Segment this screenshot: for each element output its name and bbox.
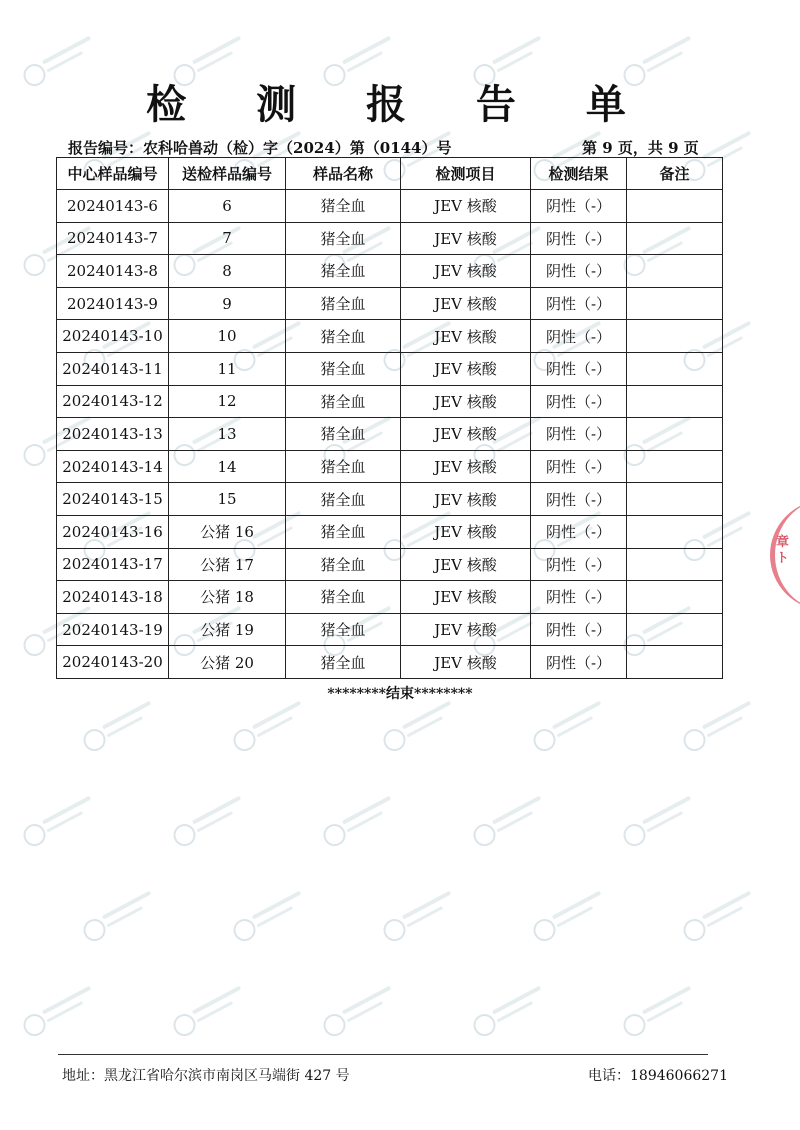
footer-address: 地址：黑龙江省哈尔滨市南岗区马端街 427 号 xyxy=(62,1068,350,1084)
cell-test-result: 阴性（-） xyxy=(531,646,627,679)
cell-center-id: 20240143-12 xyxy=(57,385,169,418)
cell-note xyxy=(627,418,723,451)
cell-sample-name: 猪全血 xyxy=(286,450,401,483)
cell-sample-id: 11 xyxy=(169,352,286,385)
cell-sample-id: 公猪 19 xyxy=(169,613,286,646)
institute-logo-icon xyxy=(16,971,114,1049)
cell-note xyxy=(627,255,723,288)
cell-test-result: 阴性（-） xyxy=(531,190,627,223)
cell-test-item: JEV 核酸 xyxy=(401,548,531,581)
cell-center-id: 20240143-8 xyxy=(57,255,169,288)
table-row xyxy=(57,515,723,548)
cell-sample-id: 公猪 17 xyxy=(169,548,286,581)
cell-sample-name: 猪全血 xyxy=(286,548,401,581)
institute-logo-icon xyxy=(226,876,324,954)
institute-logo-icon xyxy=(616,971,714,1049)
cell-test-result: 阴性（-） xyxy=(531,385,627,418)
cell-center-id: 20240143-15 xyxy=(57,483,169,516)
institute-logo-icon xyxy=(616,781,714,859)
cell-note xyxy=(627,385,723,418)
institute-logo-icon xyxy=(376,876,474,954)
cell-test-item: JEV 核酸 xyxy=(401,581,531,614)
cell-sample-name: 猪全血 xyxy=(286,613,401,646)
cell-test-item: JEV 核酸 xyxy=(401,385,531,418)
table-row xyxy=(57,320,723,353)
cell-test-result: 阴性（-） xyxy=(531,450,627,483)
cell-center-id: 20240143-14 xyxy=(57,450,169,483)
cell-note xyxy=(627,483,723,516)
table-row xyxy=(57,190,723,223)
header-test-result: 检测结果 xyxy=(531,158,627,190)
cell-sample-name: 猪全血 xyxy=(286,646,401,679)
institute-logo-icon xyxy=(76,876,174,954)
cell-test-item: JEV 核酸 xyxy=(401,515,531,548)
cell-test-item: JEV 核酸 xyxy=(401,352,531,385)
cell-sample-name: 猪全血 xyxy=(286,255,401,288)
cell-note xyxy=(627,287,723,320)
header-center-id: 中心样品编号 xyxy=(57,158,169,190)
cell-sample-id: 10 xyxy=(169,320,286,353)
cell-test-item: JEV 核酸 xyxy=(401,613,531,646)
cell-center-id: 20240143-6 xyxy=(57,190,169,223)
cell-center-id: 20240143-20 xyxy=(57,646,169,679)
cell-center-id: 20240143-9 xyxy=(57,287,169,320)
cell-test-item: JEV 核酸 xyxy=(401,646,531,679)
cell-test-item: JEV 核酸 xyxy=(401,287,531,320)
institute-logo-icon xyxy=(676,876,774,954)
cell-note xyxy=(627,581,723,614)
table-row xyxy=(57,548,723,581)
report-title: 检 测 报 告 单 xyxy=(146,81,654,128)
cell-sample-id: 公猪 16 xyxy=(169,515,286,548)
table-body xyxy=(57,190,723,679)
cell-test-item: JEV 核酸 xyxy=(401,255,531,288)
cell-sample-id: 15 xyxy=(169,483,286,516)
cell-sample-id: 9 xyxy=(169,287,286,320)
table-row xyxy=(57,385,723,418)
cell-test-result: 阴性（-） xyxy=(531,581,627,614)
footer-divider xyxy=(58,1054,708,1055)
cell-sample-name: 猪全血 xyxy=(286,190,401,223)
cell-sample-name: 猪全血 xyxy=(286,352,401,385)
cell-note xyxy=(627,450,723,483)
table-row xyxy=(57,483,723,516)
header-sample-name: 样品名称 xyxy=(286,158,401,190)
cell-note xyxy=(627,352,723,385)
cell-test-result: 阴性（-） xyxy=(531,222,627,255)
table-row xyxy=(57,613,723,646)
cell-note xyxy=(627,320,723,353)
header-note: 备注 xyxy=(627,158,723,190)
cell-center-id: 20240143-19 xyxy=(57,613,169,646)
cell-note xyxy=(627,613,723,646)
cell-sample-id: 8 xyxy=(169,255,286,288)
table-row xyxy=(57,581,723,614)
cell-sample-id: 13 xyxy=(169,418,286,451)
report-number: 报告编号：农科哈兽动（检）字（2024）第（0144）号 xyxy=(68,139,452,157)
table-row xyxy=(57,418,723,451)
cell-sample-name: 猪全血 xyxy=(286,222,401,255)
cell-test-result: 阴性（-） xyxy=(531,515,627,548)
cell-test-result: 阴性（-） xyxy=(531,352,627,385)
table-row xyxy=(57,450,723,483)
seal-fragment-text: 章 ト xyxy=(776,535,790,566)
cell-test-item: JEV 核酸 xyxy=(401,450,531,483)
footer-phone: 电话：18946066271 xyxy=(588,1068,728,1084)
cell-sample-id: 12 xyxy=(169,385,286,418)
cell-center-id: 20240143-17 xyxy=(57,548,169,581)
cell-center-id: 20240143-13 xyxy=(57,418,169,451)
cell-test-result: 阴性（-） xyxy=(531,287,627,320)
cell-test-item: JEV 核酸 xyxy=(401,483,531,516)
institute-logo-icon xyxy=(466,971,564,1049)
cell-sample-id: 14 xyxy=(169,450,286,483)
table-row xyxy=(57,352,723,385)
cell-test-result: 阴性（-） xyxy=(531,548,627,581)
cell-center-id: 20240143-18 xyxy=(57,581,169,614)
cell-test-item: JEV 核酸 xyxy=(401,190,531,223)
table-header-row xyxy=(57,158,723,190)
institute-logo-icon xyxy=(16,781,114,859)
table-row xyxy=(57,255,723,288)
table-row xyxy=(57,222,723,255)
institute-logo-icon xyxy=(466,781,564,859)
cell-sample-name: 猪全血 xyxy=(286,515,401,548)
cell-sample-id: 公猪 20 xyxy=(169,646,286,679)
end-mark: ********结束******** xyxy=(327,686,473,702)
cell-center-id: 20240143-16 xyxy=(57,515,169,548)
cell-sample-name: 猪全血 xyxy=(286,418,401,451)
cell-test-result: 阴性（-） xyxy=(531,418,627,451)
results-table xyxy=(56,157,723,679)
cell-sample-name: 猪全血 xyxy=(286,385,401,418)
institute-logo-icon xyxy=(166,781,264,859)
cell-note xyxy=(627,646,723,679)
cell-center-id: 20240143-7 xyxy=(57,222,169,255)
institute-logo-icon xyxy=(166,971,264,1049)
institute-logo-icon xyxy=(316,781,414,859)
cell-test-result: 阴性（-） xyxy=(531,613,627,646)
cell-note xyxy=(627,190,723,223)
table-row xyxy=(57,287,723,320)
cell-center-id: 20240143-11 xyxy=(57,352,169,385)
cell-test-item: JEV 核酸 xyxy=(401,320,531,353)
cell-test-item: JEV 核酸 xyxy=(401,222,531,255)
cell-center-id: 20240143-10 xyxy=(57,320,169,353)
header-sample-id: 送检样品编号 xyxy=(169,158,286,190)
cell-test-result: 阴性（-） xyxy=(531,255,627,288)
cell-sample-id: 6 xyxy=(169,190,286,223)
cell-sample-id: 7 xyxy=(169,222,286,255)
cell-sample-id: 公猪 18 xyxy=(169,581,286,614)
cell-test-result: 阴性（-） xyxy=(531,320,627,353)
cell-note xyxy=(627,515,723,548)
cell-note xyxy=(627,548,723,581)
cell-sample-name: 猪全血 xyxy=(286,483,401,516)
institute-logo-icon xyxy=(316,971,414,1049)
cell-test-result: 阴性（-） xyxy=(531,483,627,516)
cell-test-item: JEV 核酸 xyxy=(401,418,531,451)
cell-note xyxy=(627,222,723,255)
cell-sample-name: 猪全血 xyxy=(286,287,401,320)
table-row xyxy=(57,646,723,679)
cell-sample-name: 猪全血 xyxy=(286,581,401,614)
header-test-item: 检测项目 xyxy=(401,158,531,190)
institute-logo-icon xyxy=(526,876,624,954)
page-info: 第 9 页，共 9 页 xyxy=(582,139,699,157)
cell-sample-name: 猪全血 xyxy=(286,320,401,353)
